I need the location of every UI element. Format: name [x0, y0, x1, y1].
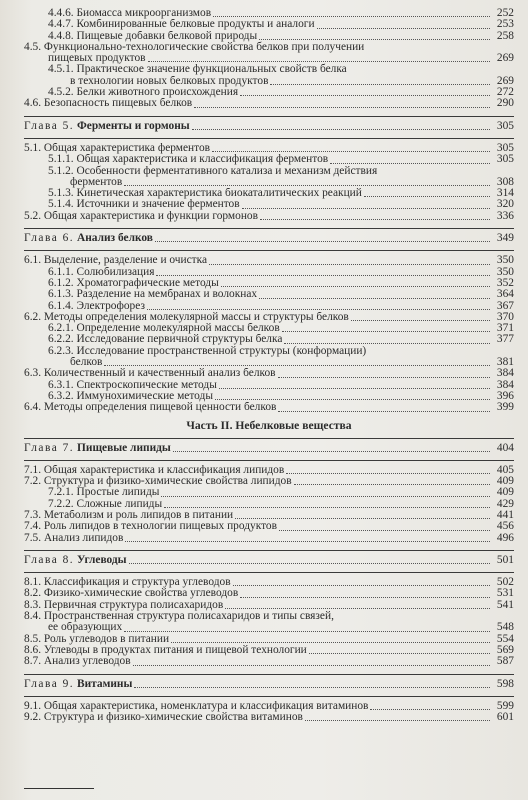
- toc-entry[interactable]: [24, 143, 514, 154]
- toc-entry[interactable]: [24, 188, 514, 199]
- chapter-label: Глава 8.: [24, 554, 75, 566]
- chapter-label: Глава 7.: [24, 442, 75, 454]
- page-number: 384: [496, 367, 514, 380]
- page-number: 305: [496, 119, 514, 132]
- entry-title-continued: белков: [70, 357, 103, 369]
- dot-leader: [225, 600, 490, 609]
- entry-title-continued: ферментов: [70, 176, 123, 188]
- entry-title: 7.1. Общая характеристика и классификация липидов: [24, 464, 285, 476]
- page-number: 350: [496, 254, 514, 267]
- entry-title: 7.2. Структура и физико-химические свойства липидов: [24, 476, 292, 488]
- dot-leader: [124, 177, 490, 186]
- page-number: 305: [496, 141, 514, 154]
- entry-title: 7.5. Анализ липидов: [24, 532, 124, 544]
- entry-title: 4.5.2. Белки животного происхождения: [48, 87, 239, 99]
- dot-leader: [133, 657, 490, 666]
- entry-title-continued: ее образующих: [48, 622, 123, 634]
- dot-leader: [215, 391, 490, 400]
- toc-entry[interactable]: [24, 255, 514, 266]
- chapter-title: [24, 555, 127, 566]
- page-number: 587: [496, 655, 514, 668]
- page-number: 409: [496, 475, 514, 488]
- dot-leader: [134, 679, 490, 688]
- toc-entry[interactable]: [24, 499, 514, 510]
- chapter-title: [24, 121, 190, 132]
- page-number: 409: [496, 486, 514, 499]
- dot-leader: [194, 99, 490, 108]
- entry-title: 5.1.4. Источники и значение ферментов: [48, 199, 240, 211]
- page-number: 429: [496, 497, 514, 510]
- dot-leader: [286, 465, 490, 474]
- page-number: 598: [496, 677, 514, 690]
- entry-title: 6.3.1. Спектроскопические методы: [48, 379, 217, 391]
- page-number: 441: [496, 508, 514, 521]
- chapter-name: Углеводы: [77, 554, 127, 566]
- dot-leader: [161, 488, 490, 497]
- dot-leader: [235, 510, 490, 519]
- entry-title: 6.2.2. Исследование первичной структуры белка: [48, 334, 283, 346]
- page-number: 253: [496, 18, 514, 31]
- page-number: 381: [496, 356, 514, 369]
- dot-leader: [173, 443, 490, 452]
- page-number: 496: [496, 531, 514, 544]
- page-number: 370: [496, 310, 514, 323]
- entry-title: 8.2. Физико-химические свойства углеводов: [24, 588, 239, 600]
- dot-leader: [212, 143, 490, 152]
- toc-entry[interactable]: [24, 712, 514, 723]
- dot-leader: [278, 403, 490, 412]
- toc-entry[interactable]: [24, 368, 514, 379]
- entry-title: 4.4.6. Биомасса микроорганизмов: [48, 8, 212, 19]
- dot-leader: [294, 476, 490, 485]
- toc-chapter-entry[interactable]: [24, 233, 514, 244]
- entry-title-continued: в технологии новых белковых продуктов: [70, 75, 269, 87]
- chapter-title: [24, 679, 132, 690]
- page-number: 569: [496, 643, 514, 656]
- dot-leader: [240, 589, 490, 598]
- entry-title: 7.2.1. Простые липиды: [48, 487, 160, 499]
- toc-entry[interactable]: [24, 154, 514, 165]
- entry-title: 4.4.8. Пищевые добавки белковой природы: [48, 30, 258, 42]
- chapter-name: Витамины: [77, 678, 133, 690]
- dot-leader: [171, 634, 490, 643]
- chapter-divider: [24, 438, 514, 439]
- page-number: 290: [496, 97, 514, 110]
- chapter-divider: [24, 460, 514, 461]
- entry-title: 6.3. Количественный и качественный анализ белков: [24, 368, 276, 380]
- toc-entry-first-line[interactable]: 6.2.3. Исследование пространственной структуры (конформации): [48, 344, 367, 357]
- dot-leader: [259, 31, 490, 40]
- dot-leader: [282, 323, 490, 332]
- page-number: 269: [496, 74, 514, 87]
- toc-entry[interactable]: [24, 701, 514, 712]
- dot-leader: [260, 211, 490, 220]
- page-number: 548: [496, 621, 514, 634]
- chapter-divider: [24, 572, 514, 573]
- toc-entry[interactable]: [24, 510, 514, 521]
- toc-entry-first-line[interactable]: 5.1.2. Особенности ферментативного катализа и механизм действия: [48, 164, 378, 177]
- dot-leader: [351, 312, 490, 321]
- entry-title: 7.4. Роль липидов в технологии пищевых продуктов: [24, 521, 278, 533]
- chapter-title: [24, 233, 153, 244]
- page-number: 308: [496, 175, 514, 188]
- toc-chapter-entry[interactable]: [24, 555, 514, 566]
- toc-entry[interactable]: [24, 577, 514, 588]
- toc-entry[interactable]: [24, 301, 514, 312]
- entry-title: 6.4. Методы определения пищевой ценности белков: [24, 402, 277, 414]
- page-number: 396: [496, 389, 514, 402]
- page-number: 502: [496, 576, 514, 589]
- entry-title: 8.3. Первичная структура полисахаридов: [24, 599, 224, 611]
- toc-entry[interactable]: [24, 634, 514, 645]
- table-of-contents: [24, 8, 514, 723]
- toc-entry[interactable]: [24, 645, 514, 656]
- dot-leader: [278, 369, 490, 378]
- entry-title: 5.2. Общая характеристика и функции гормонов: [24, 210, 259, 222]
- page-number: 367: [496, 299, 514, 312]
- toc-entry[interactable]: [24, 177, 514, 188]
- page-number: 258: [496, 29, 514, 42]
- entry-title: 6.2.1. Определение молекулярной массы белков: [48, 323, 280, 335]
- page-number: 349: [496, 232, 514, 245]
- dot-leader: [221, 278, 490, 287]
- toc-entry[interactable]: [24, 8, 514, 19]
- toc-entry[interactable]: [24, 211, 514, 222]
- dot-leader: [192, 121, 490, 130]
- page-number: 377: [496, 333, 514, 346]
- part-heading: Часть II. Небелковые вещества: [186, 418, 352, 432]
- entry-title: 6.3.2. Иммунохимические методы: [48, 390, 213, 402]
- toc-entry[interactable]: [24, 476, 514, 487]
- dot-leader: [317, 20, 490, 29]
- entry-title: 6.1.3. Разделение на мембранах и волокнах: [48, 289, 258, 301]
- dot-leader: [124, 623, 490, 632]
- dot-leader: [213, 8, 490, 17]
- toc-entry[interactable]: [24, 465, 514, 476]
- page-number: 501: [496, 553, 514, 566]
- toc-entry[interactable]: [24, 391, 514, 402]
- dot-leader: [305, 712, 490, 721]
- page-number: 272: [496, 86, 514, 99]
- chapter-divider: [24, 228, 514, 229]
- dot-leader: [164, 499, 490, 508]
- page-number: 252: [496, 7, 514, 19]
- chapter-divider: [24, 138, 514, 139]
- dot-leader: [364, 188, 490, 197]
- chapter-name: Анализ белков: [77, 233, 153, 245]
- dot-leader: [125, 533, 490, 542]
- dot-leader: [284, 335, 490, 344]
- dot-leader: [370, 701, 490, 710]
- entry-title: 6.1.4. Электрофорез: [48, 300, 145, 312]
- page-number: 314: [496, 187, 514, 200]
- chapter-divider: [24, 250, 514, 251]
- toc-entry[interactable]: [24, 656, 514, 667]
- entry-title: 8.7. Анализ углеводов: [24, 656, 131, 668]
- chapter-label: Глава 6.: [24, 233, 75, 245]
- page-number: 404: [496, 441, 514, 454]
- page-number: 371: [496, 322, 514, 335]
- entry-title: 6.1.1. Солюбилизация: [48, 266, 155, 278]
- toc-entry[interactable]: [24, 278, 514, 289]
- page-number: 601: [496, 711, 514, 724]
- toc-chapter-entry[interactable]: [24, 679, 514, 690]
- page-number: 305: [496, 153, 514, 166]
- dot-leader: [309, 645, 490, 654]
- entry-title: 4.6. Безопасность пищевых белков: [24, 98, 193, 110]
- dot-leader: [219, 380, 490, 389]
- dot-leader: [279, 522, 490, 531]
- chapter-divider: [24, 116, 514, 117]
- toc-entry-first-line[interactable]: 8.4. Пространственная структура полисахаридов и типы связей,: [24, 610, 334, 623]
- toc-entry[interactable]: [24, 533, 514, 544]
- chapter-divider: [24, 550, 514, 551]
- toc-entry[interactable]: [24, 289, 514, 300]
- toc-entry-first-line[interactable]: 4.5. Функционально-технологические свойства белков при получении: [24, 40, 365, 53]
- page-number: 320: [496, 198, 514, 211]
- toc-entry[interactable]: [24, 402, 514, 413]
- page-number: 456: [496, 520, 514, 533]
- toc-entry[interactable]: [24, 588, 514, 599]
- dot-leader: [209, 256, 490, 265]
- entry-title: 9.2. Структура и физико-химические свойства витаминов: [24, 712, 303, 724]
- toc-entry[interactable]: [24, 487, 514, 498]
- chapter-divider: [24, 674, 514, 675]
- chapter-title: [24, 443, 171, 454]
- dot-leader: [240, 87, 490, 96]
- footnote-rule: [24, 788, 94, 789]
- chapter-name: Пищевые липиды: [77, 442, 171, 454]
- toc-entry[interactable]: [24, 357, 514, 368]
- dot-leader: [147, 301, 490, 310]
- toc-entry[interactable]: [24, 267, 514, 278]
- entry-title: 5.1. Общая характеристика ферментов: [24, 142, 211, 154]
- toc-entry[interactable]: [24, 199, 514, 210]
- toc-entry[interactable]: [24, 98, 514, 109]
- entry-title: 7.3. Метаболизм и роль липидов в питании: [24, 509, 234, 521]
- toc-entry[interactable]: [24, 87, 514, 98]
- page-number: 336: [496, 209, 514, 222]
- toc-chapter-entry[interactable]: [24, 121, 514, 132]
- entry-title: 8.5. Роль углеводов в питании: [24, 633, 170, 645]
- entry-title-continued: пищевых продуктов: [48, 53, 146, 65]
- dot-leader: [242, 200, 490, 209]
- chapter-label: Глава 5.: [24, 120, 75, 132]
- entry-title: 6.2. Методы определения молекулярной массы и структуры белков: [24, 311, 349, 323]
- toc-entry[interactable]: [24, 19, 514, 30]
- page-number: 350: [496, 265, 514, 278]
- dot-leader: [155, 233, 490, 242]
- page-number: 384: [496, 378, 514, 391]
- entry-title: 9.1. Общая характеристика, номенклатура и классификация витаминов: [24, 700, 369, 712]
- dot-leader: [104, 357, 490, 366]
- chapter-name: Ферменты и гормоны: [77, 120, 190, 132]
- toc-entry[interactable]: [24, 312, 514, 323]
- toc-entry[interactable]: [24, 323, 514, 334]
- entry-title: 5.1.3. Кинетическая характеристика биокаталитических реакций: [48, 188, 362, 200]
- toc-chapter-entry[interactable]: [24, 443, 514, 454]
- entry-title: 8.6. Углеводы в продуктах питания и пищевой технологии: [24, 644, 307, 656]
- dot-leader: [330, 155, 490, 164]
- entry-title: 7.2.2. Сложные липиды: [48, 498, 163, 510]
- dot-leader: [259, 290, 490, 299]
- page-number: 599: [496, 699, 514, 712]
- page-number: 352: [496, 276, 514, 289]
- dot-leader: [233, 577, 490, 586]
- dot-leader: [156, 267, 490, 276]
- entry-title: 4.4.7. Комбинированные белковые продукты и аналоги: [48, 19, 315, 31]
- dot-leader: [129, 555, 490, 564]
- entry-title: 6.1.2. Хроматографические методы: [48, 277, 219, 289]
- page-number: 541: [496, 598, 514, 611]
- page-number: 554: [496, 632, 514, 645]
- page-number: 399: [496, 401, 514, 414]
- entry-title: 5.1.1. Общая характеристика и классификация ферментов: [48, 154, 329, 166]
- page-number: 531: [496, 587, 514, 600]
- toc-entry[interactable]: [24, 622, 514, 633]
- dot-leader: [270, 76, 490, 85]
- entry-title: 6.1. Выделение, разделение и очистка: [24, 255, 208, 267]
- page-number: 364: [496, 288, 514, 301]
- entry-title: 8.1. Классификация и структура углеводов: [24, 577, 231, 589]
- chapter-divider: [24, 696, 514, 697]
- toc-entry[interactable]: [24, 76, 514, 87]
- page-number: 405: [496, 463, 514, 476]
- toc-entry-first-line[interactable]: 4.5.1. Практическое значение функциональных свойств белка: [48, 63, 347, 76]
- dot-leader: [148, 53, 490, 62]
- page-number: 269: [496, 52, 514, 65]
- toc-entry[interactable]: [24, 380, 514, 391]
- chapter-label: Глава 9.: [24, 678, 75, 690]
- toc-entry[interactable]: [24, 521, 514, 532]
